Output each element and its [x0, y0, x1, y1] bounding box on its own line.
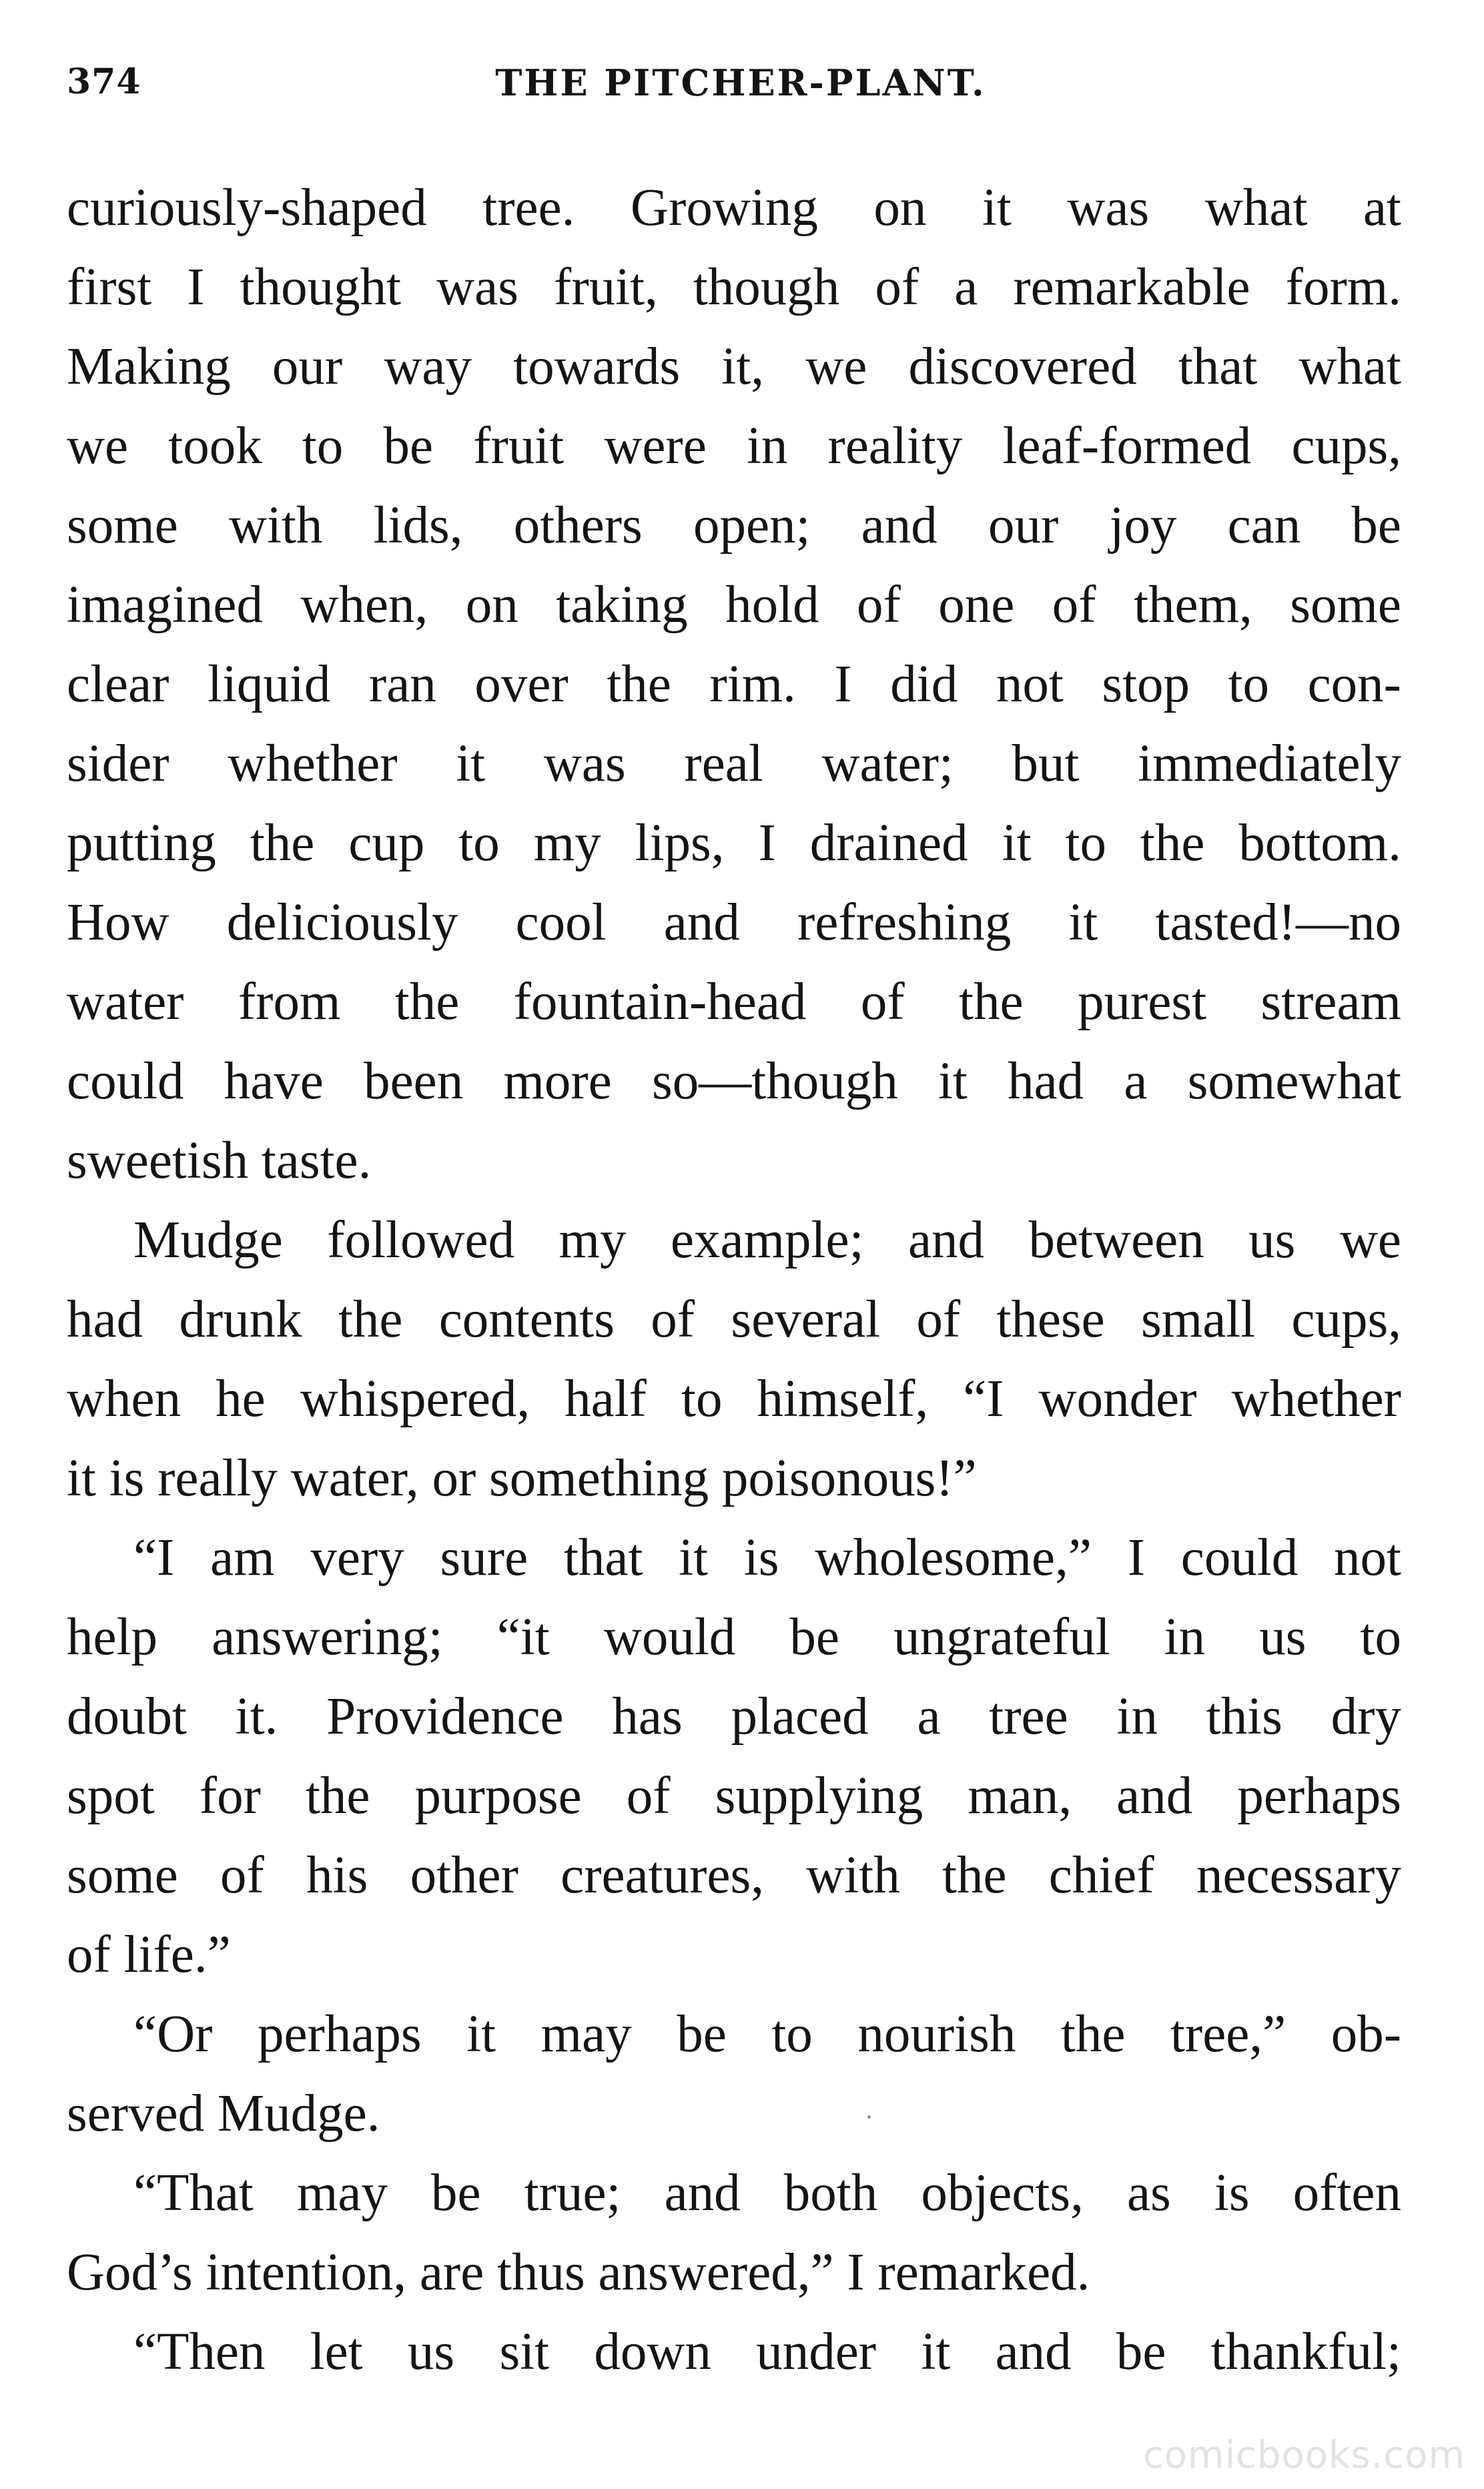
paragraph [67, 1518, 1401, 1995]
watermark: comicbooks.com [1142, 2434, 1465, 2477]
text-line: sweetish taste. [67, 1132, 372, 1190]
body-text [67, 168, 1401, 2392]
text-line: clear liquid ran over the rim. I did not stop to con- [67, 655, 1401, 713]
running-title: THE PITCHER-PLANT. [495, 61, 986, 104]
running-head [67, 61, 1415, 121]
page-number: 374 [67, 61, 141, 102]
text-line: served Mudge. [67, 2085, 380, 2143]
text-line: doubt it. Providence has placed a tree in this dry [67, 1688, 1401, 1746]
text-line: “Or perhaps it may be to nourish the tree,” ob- [133, 2005, 1401, 2063]
text-line: Mudge followed my example; and between us we [133, 1211, 1401, 1269]
paragraph [67, 1995, 1401, 2153]
paragraph [67, 2312, 1401, 2392]
text-line: putting the cup to my lips, I drained it to the bottom. [67, 814, 1401, 872]
text-line: sider whether it was real water; but immediately [67, 735, 1401, 793]
text-line: imagined when, on taking hold of one of them, some [67, 576, 1401, 634]
text-line: water from the fountain-head of the purest stream [67, 973, 1401, 1031]
text-line: How deliciously cool and refreshing it tasted!—no [67, 894, 1401, 952]
text-line: Making our way towards it, we discovered that what [67, 338, 1401, 396]
text-line: “That may be true; and both objects, as is often [133, 2164, 1401, 2222]
text-line: when he whispered, half to himself, “I wonder whether [67, 1370, 1401, 1428]
text-line: had drunk the contents of several of these small cups, [67, 1291, 1401, 1349]
text-line: help answering; “it would be ungrateful in us to [67, 1608, 1401, 1666]
text-line: some of his other creatures, with the chief necessary [67, 1846, 1401, 1904]
text-line: “Then let us sit down under it and be thankful; [133, 2323, 1401, 2381]
text-line: of life.” [67, 1926, 231, 1984]
text-line: could have been more so—though it had a somewhat [67, 1052, 1401, 1110]
paragraph [67, 2153, 1401, 2312]
text-line: God’s intention, are thus answered,” I remarked. [67, 2243, 1090, 2301]
text-line: we took to be fruit were in reality leaf-formed cups, [67, 417, 1401, 475]
ink-speck [867, 2115, 871, 2119]
text-line: it is really water, or something poisonous!” [67, 1449, 977, 1507]
text-line: some with lids, others open; and our joy can be [67, 496, 1401, 555]
paragraph [67, 1200, 1401, 1518]
text-line: first I thought was fruit, though of a remarkable form. [67, 258, 1401, 316]
text-line: spot for the purpose of supplying man, and perhaps [67, 1767, 1401, 1825]
paragraph [67, 168, 1401, 1200]
text-line: “I am very sure that it is wholesome,” I could not [133, 1529, 1401, 1587]
text-line: curiously-shaped tree. Growing on it was what at [67, 179, 1401, 237]
